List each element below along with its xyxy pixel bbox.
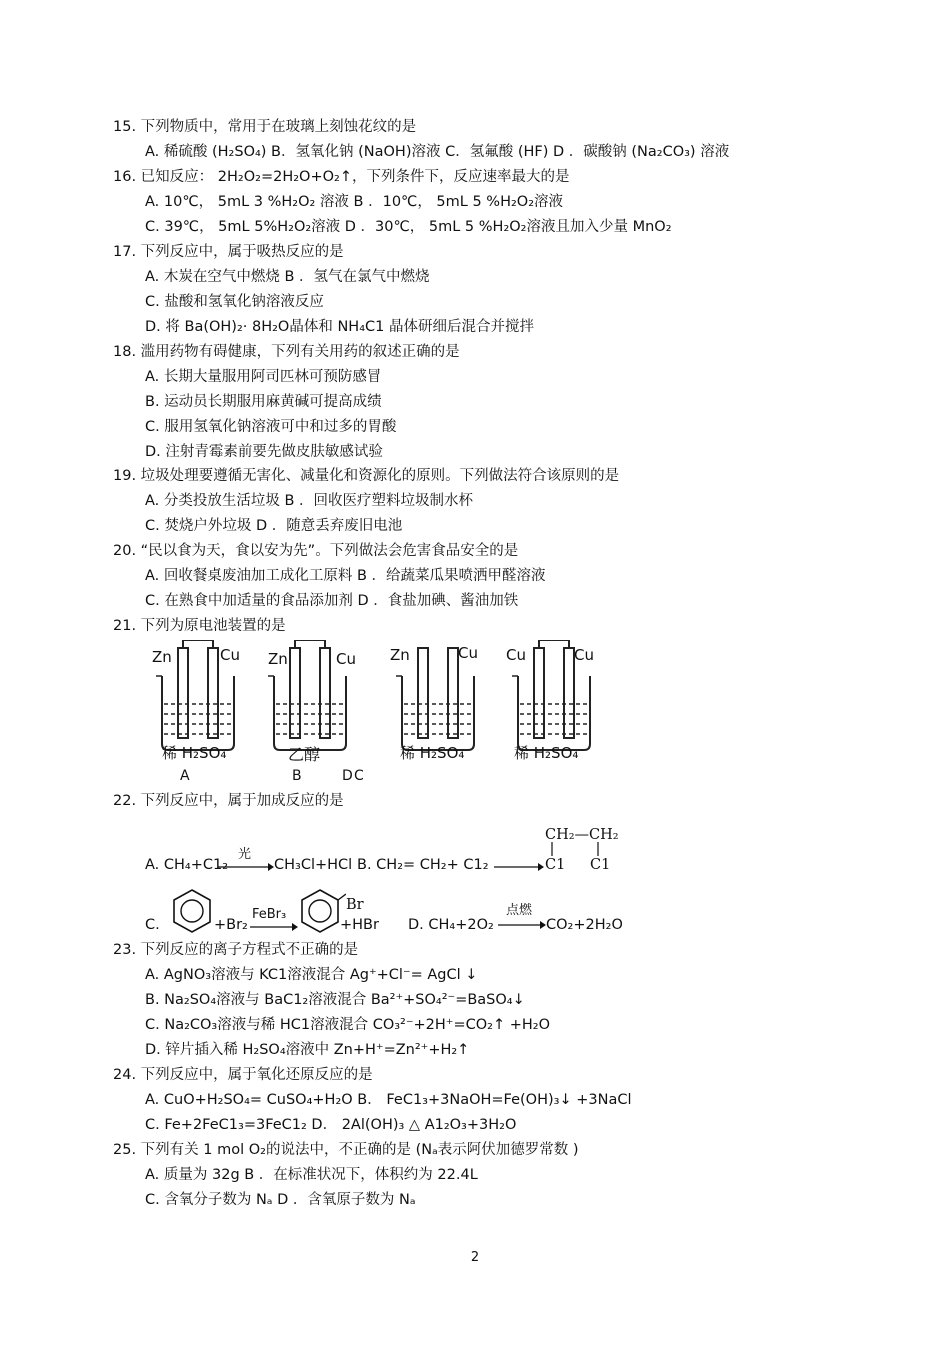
- q25-options-cd: C. 含氧分子数为 Nₐ D ．含氧原子数为 Nₐ: [145, 1192, 416, 1208]
- cell-a: [148, 640, 248, 790]
- page-number: 2: [470, 1250, 480, 1265]
- q18-option-a: A. 长期大量服用阿司匹林可预防感冒: [145, 369, 382, 385]
- cell-c-left-electrode: Zn: [390, 646, 410, 664]
- q18-option-c: C. 服用氢氧化钠溶液可中和过多的胃酸: [145, 419, 397, 435]
- q22-option-d-condition: 点燃: [506, 903, 533, 918]
- q22-option-a-condition: 光: [238, 847, 252, 862]
- cell-d-left-electrode: Cu: [506, 646, 526, 664]
- q24-options-cd: C. Fe+2FeC1₃=3FeC1₂ D． 2Al(OH)₃ △ A1₂O₃+3H₂O: [145, 1117, 517, 1133]
- q23-option-d: D. 锌片插入稀 H₂SO₄溶液中 Zn+H⁺=Zn²⁺+H₂↑: [145, 1042, 470, 1058]
- cell-d-letter: D: [342, 768, 353, 784]
- cell-b-solution: 乙醇: [288, 745, 321, 764]
- q22-stem: 22. 下列反应中，属于加成反应的是: [113, 793, 344, 809]
- q22-option-c-br-substituent: Br: [346, 897, 364, 913]
- q22-option-c-bromine: +Br₂: [214, 917, 248, 933]
- q22-c-arrow-icon: [250, 922, 298, 932]
- cell-b-letter: B: [292, 768, 302, 784]
- cell-a-right-electrode: Cu: [220, 646, 240, 664]
- cell-b-left-electrode: Zn: [268, 650, 288, 668]
- q18-stem: 18. 滥用药物有碍健康，下列有关用药的叙述正确的是: [113, 344, 460, 360]
- q20-options-ab: A. 回收餐桌废油加工成化工原料 B ．给蔬菜瓜果喷洒甲醛溶液: [145, 568, 546, 584]
- q20-stem: 20. “民以食为天，食以安为先”。下列做法会危害食品安全的是: [113, 543, 519, 559]
- q22-option-b-cl-right: C1: [590, 857, 611, 873]
- cell-c-right-electrode: Cu: [458, 644, 478, 662]
- q17-option-c: C. 盐酸和氢氧化钠溶液反应: [145, 294, 324, 310]
- q25-options-ab: A. 质量为 32g B ．在标准状况下，体积约为 22.4L: [145, 1167, 478, 1183]
- q15-stem: 15. 下列物质中，常用于在玻璃上刻蚀花纹的是: [113, 119, 417, 135]
- cell-a-solution: 稀 H₂SO₄: [162, 744, 227, 762]
- q23-option-a: A. AgNO₃溶液与 KC1溶液混合 Ag⁺+Cl⁻= AgCl ↓: [145, 967, 478, 983]
- benzene-ring-icon: [170, 888, 214, 934]
- q23-option-b: B. Na₂SO₄溶液与 BaC1₂溶液混合 Ba²⁺+SO₄²⁻=BaSO₄↓: [145, 992, 525, 1008]
- q18-option-b: B. 运动员长期服用麻黄碱可提高成绩: [145, 394, 382, 410]
- cell-a-left-electrode: Zn: [152, 648, 172, 666]
- q22-d-arrow-icon: [498, 920, 546, 930]
- q20-options-cd: C. 在熟食中加适量的食品添加剂 D ．食盐加碘、酱油加铁: [145, 593, 519, 609]
- cell-c-solution: 稀 H₂SO₄: [400, 744, 465, 762]
- cell-d-right-electrode: Cu: [574, 646, 594, 664]
- q22-option-c-catalyst: FeBr₃: [252, 907, 287, 922]
- q22-option-b-cl-left: C1: [545, 857, 566, 873]
- cell-c: [354, 640, 488, 790]
- q21-stem: 21. 下列为原电池装置的是: [113, 618, 286, 634]
- q17-stem: 17. 下列反应中，属于吸热反应的是: [113, 244, 344, 260]
- q22-b-arrow-icon: [494, 862, 544, 872]
- q25-stem: 25. 下列有关 1 mol O₂的说法中，不正确的是 (Nₐ表示阿伏加德罗常数 ): [113, 1142, 579, 1158]
- q22-option-a-reactants: A. CH₄+C1₂: [145, 857, 229, 873]
- q18-option-d: D. 注射青霉素前要先做皮肤敏感试验: [145, 444, 383, 460]
- q22-option-b-product-chain: CH₂—CH₂: [545, 827, 619, 843]
- bromobenzene-ring-icon: [298, 888, 346, 934]
- galvanic-cell-figures: [148, 640, 608, 790]
- q16-options-ab: A. 10℃， 5mL 3 %H₂O₂ 溶液 B ．10℃， 5mL 5 %H₂O₂溶液: [145, 194, 564, 210]
- q23-option-c: C. Na₂CO₃溶液与稀 HC1溶液混合 CO₃²⁻+2H⁺=CO₂↑ +H₂O: [145, 1017, 550, 1033]
- cell-d-solution: 稀 H₂SO₄: [514, 744, 579, 762]
- q24-options-ab: A. CuO+H₂SO₄= CuSO₄+H₂O B． FeC1₃+3NaOH=Fe(OH)₃↓ +3NaCl: [145, 1092, 632, 1108]
- cell-c-letter: C: [354, 768, 364, 784]
- q16-stem: 16. 已知反应： 2H₂O₂=2H₂O+O₂↑，下列条件下，反应速率最大的是: [113, 169, 570, 185]
- q22-option-c-hbr: +HBr: [340, 917, 379, 933]
- q24-stem: 24. 下列反应中，属于氧化还原反应的是: [113, 1067, 373, 1083]
- q17-options-ab: A. 木炭在空气中燃烧 B ．氢气在氯气中燃烧: [145, 269, 430, 285]
- q17-option-d: D. 将 Ba(OH)₂· 8H₂O晶体和 NH₄C1 晶体研细后混合并搅拌: [145, 319, 534, 335]
- cell-b-right-electrode: Cu: [336, 650, 356, 668]
- q22-option-d-reactants: D. CH₄+2O₂: [408, 917, 494, 933]
- q22-option-b-reactants: B. CH₂= CH₂+ C1₂: [357, 857, 489, 873]
- q23-stem: 23. 下列反应的离子方程式不正确的是: [113, 942, 359, 958]
- q19-options-cd: C. 焚烧户外垃圾 D ．随意丢弃废旧电池: [145, 518, 403, 534]
- q22-a-arrow-icon: [218, 862, 274, 872]
- q16-options-cd: C. 39℃， 5mL 5%H₂O₂溶液 D ．30℃， 5mL 5 %H₂O₂溶液且加入少量 MnO₂: [145, 219, 672, 235]
- q22-option-d-products: CO₂+2H₂O: [546, 917, 623, 933]
- cell-a-letter: A: [180, 768, 190, 784]
- q19-options-ab: A. 分类投放生活垃圾 B ．回收医疗塑料垃圾制水杯: [145, 493, 474, 509]
- q22-option-a-products: CH₃Cl+HCl: [274, 857, 353, 873]
- q19-stem: 19. 垃圾处理要遵循无害化、减量化和资源化的原则。下列做法符合该原则的是: [113, 468, 620, 484]
- q15-options: A. 稀硫酸 (H₂SO₄) B．氢氧化钠 (NaOH)溶液 C．氢氟酸 (HF) D ．碳酸钠 (Na₂CO₃) 溶液: [145, 144, 730, 160]
- q22-option-c-label: C.: [145, 917, 160, 933]
